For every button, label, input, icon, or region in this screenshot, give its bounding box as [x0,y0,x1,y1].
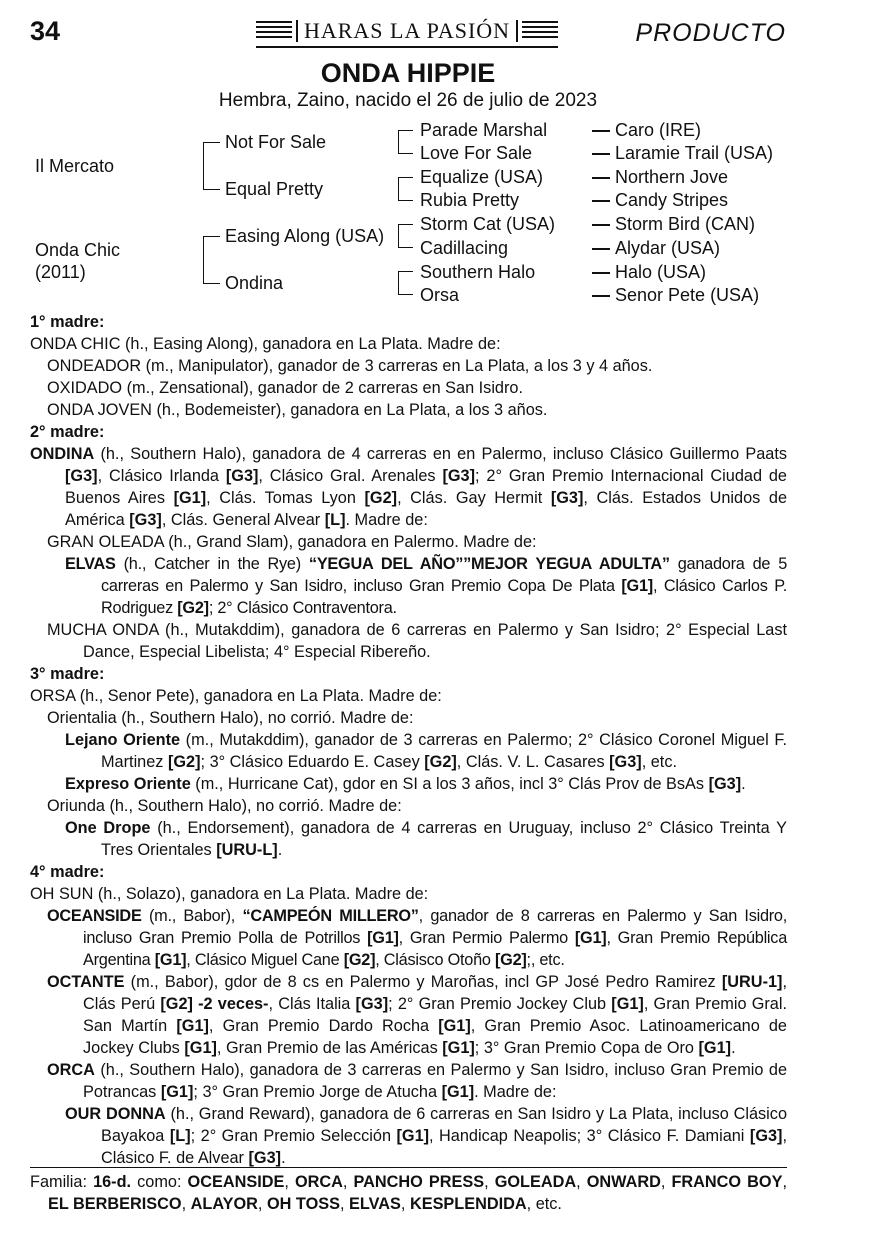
pedigree-gen4-item: Candy Stripes [615,190,729,210]
pedigree-gen3-item: Southern Halo [420,262,536,282]
logo-bars-left [256,21,292,41]
offspring-entry: Oriunda (h., Southern Halo), no corrió. Madre de: [47,797,402,815]
offspring-entry: OCTANTE (m., Babor), gdor de 8 cs en Palermo y Maroñas, incl GP José Pedro Ramirez [URU-1], Clás Perú [G2] -2 veces-, Clás Italia [G3]; 2° Gran Premio Jockey Club [G1], Gran Premio Gral. San Martín [G1], Gran Premio Dardo Rocha [G1], Gran Premio Asoc. Latinoamericano de Jockey Clubs [G1], Gran Premio de las Américas [G1]; 3° Gran Premio Copa de Oro [G1]. [47,973,787,1057]
offspring-entry: One Drope (h., Endorsement), ganadora de 4 carreras en Uruguay, incluso 2° Clásico Treinta Y Tres Orientales [URU-L]. [65,819,787,859]
offspring-entry: ELVAS (h., Catcher in the Rye) “YEGUA DEL AÑO””MEJOR YEGUA ADULTA” ganadora de 5 carreras en Palermo y San Isidro, incluso Gran Premio Copa De Plata [G1], Clásico Carlos P. Rodriguez [G2]; 2° Clásico Contraventora. [65,555,787,617]
logo-underline [256,46,558,48]
family-horse: EL BERBERISCO [48,1195,182,1213]
pedigree-gen3-item: Orsa [420,285,460,305]
family-label: Familia: [30,1173,94,1191]
section-label: PRODUCTO [635,19,786,47]
family-line: Familia: 16-d. como: OCEANSIDE, ORCA, PANCHO PRESS, GOLEADA, ONWARD, FRANCO BOY, EL BERBERISCO, ALAYOR, OH TOSS, ELVAS, KESPLENDIDA, etc. [30,1167,787,1215]
brand-logo [256,16,558,48]
dam-entry: ORSA (h., Senor Pete), ganadora en La Plata. Madre de: [30,687,442,705]
horse-name: ONDA HIPPIE [320,58,496,88]
offspring-entry: MUCHA ONDA (h., Mutakddim), ganadora de 6 carreras en Palermo y San Isidro; 2° Especial Last Dance, Especial Libelista; 4° Especial Ribereño. [47,621,787,661]
pedigree-gen2-item: Easing Along (USA) [225,226,385,246]
pedigree-gen4-item: Caro (IRE) [615,120,702,140]
pedigree-dash [592,130,610,132]
dam-heading: 3° madre: [30,665,105,683]
family-horse: KESPLENDIDA [409,1195,527,1213]
pedigree-gen3-item: Equalize (USA) [420,167,544,187]
pedigree-dash [592,153,610,155]
pedigree-gen4-item: Laramie Trail (USA) [615,143,774,163]
offspring-entry: Lejano Oriente (m., Mutakddim), ganador de 3 carreras en Palermo; 2° Clásico Coronel Miguel F. Martinez [G2]; 3° Clásico Eduardo E. Casey [G2], Clás. V. L. Casares [G3], etc. [65,731,787,771]
dam-entry: OH SUN (h., Solazo), ganadora en La Plata. Madre de: [30,885,429,903]
pedigree-gen4-item: Storm Bird (CAN) [615,214,756,234]
offspring-entry: OUR DONNA (h., Grand Reward), ganadora de 6 carreras en San Isidro y La Plata, incluso Clásico Bayakoa [L]; 2° Gran Premio Selección [G1], Handicap Neapolis; 3° Clásico F. Damiani [G3], Clásico F. de Alvear [G3]. [65,1105,787,1167]
pedigree-gen2-item: Equal Pretty [225,179,324,199]
offspring-entry: OXIDADO (m., Zensational), ganador de 2 carreras en San Isidro. [47,379,523,397]
pedigree-gen4-item: Alydar (USA) [615,238,721,258]
offspring-entry: ORCA (h., Southern Halo), ganadora de 3 carreras en Palermo y San Isidro, incluso Gran Premio de Potrancas [G1]; 3° Gran Premio Jorge de Atucha [G1]. Madre de: [47,1061,787,1101]
pedigree-sire: Il Mercato [35,156,115,176]
brand-name: HARAS LA PASIÓN [303,18,511,43]
dam-entry: ONDINA (h., Southern Halo), ganadora de 4 carreras en en Palermo, incluso Clásico Guillermo Paats [G3], Clásico Irlanda [G3], Clásico Gral. Arenales [G3]; 2° Gran Premio Internacional Ciudad de Buenos Aires [G1], Clás. Tomas Lyon [G2], Clás. Gay Hermit [G3], Clás. Estados Unidos de América [G3], Clás. General Alvear [L]. Madre de: [30,445,787,529]
pedigree-bracket [203,142,220,190]
logo-bars-right [522,21,558,41]
page-number: 34 [30,16,61,46]
pedigree-gen3-item: Cadillacing [420,238,509,258]
pedigree-gen4-item: Senor Pete (USA) [615,285,760,305]
horse-info: Hembra, Zaino, nacido el 26 de julio de 2023 [218,90,598,111]
offspring-entry: ONDEADOR (m., Manipulator), ganador de 3 carreras en La Plata, a los 3 y 4 años. [47,357,653,375]
pedigree-gen4-item: Halo (USA) [615,262,707,282]
family-horse: OH TOSS [266,1195,340,1213]
logo-divider-left [296,20,298,42]
family-horse: OCEANSIDE [187,1173,285,1191]
pedigree-gen3-item: Rubia Pretty [420,190,520,210]
offspring-entry: Orientalia (h., Southern Halo), no corrió. Madre de: [47,709,414,727]
family-horse: GOLEADA [494,1173,577,1191]
dam-heading: 2° madre: [30,423,105,441]
logo-divider-right [516,20,518,42]
offspring-entry: ONDA JOVEN (h., Bodemeister), ganadora en La Plata, a los 3 años. [47,401,548,419]
pedigree-dash [592,200,610,202]
pedigree-gen2-item: Not For Sale [225,132,327,152]
offspring-entry: Expreso Oriente (m., Hurricane Cat), gdor en SI a los 3 años, incl 3° Clás Prov de BsAs [G3]. [65,775,746,793]
family-horse: ELVAS [349,1195,401,1213]
pedigree-dam: Onda Chic [35,240,121,260]
family-horse: PANCHO PRESS [353,1173,485,1191]
pedigree-dash [592,248,610,250]
pedigree-gen3-item: Parade Marshal [420,120,548,140]
pedigree-gen2-item: Ondina [225,273,284,293]
dam-entry: ONDA CHIC (h., Easing Along), ganadora en La Plata. Madre de: [30,335,501,353]
pedigree-bracket [398,130,413,154]
pedigree-dash [592,224,610,226]
pedigree-gen3-item: Storm Cat (USA) [420,214,556,234]
pedigree-dash [592,272,610,274]
pedigree-dash [592,295,610,297]
pedigree-bracket [398,224,413,248]
produce-record [30,311,787,1169]
family-horse: ONWARD [586,1173,661,1191]
family-number: 16-d. [93,1173,132,1191]
dam-heading: 1° madre: [30,313,105,331]
pedigree-bracket [398,271,413,295]
pedigree-dash [592,177,610,179]
family-horse: ALAYOR [190,1195,258,1213]
dam-heading: 4° madre: [30,863,105,881]
family-horse: FRANCO BOY [671,1173,783,1191]
pedigree-bracket [203,236,220,284]
offspring-entry: GRAN OLEADA (h., Grand Slam), ganadora en Palermo. Madre de: [47,533,537,551]
pedigree-dam-year: (2011) [35,262,86,282]
pedigree-bracket [398,177,413,201]
offspring-entry: OCEANSIDE (m., Babor), “CAMPEÓN MILLERO”, ganador de 8 carreras en Palermo y San Isidro, incluso Gran Premio Polla de Potrillos [G1], Gran Permio Palermo [G1], Gran Premio República Argentina [G1], Clásico Miguel Cane [G2], Clásisco Otoño [G2];, etc. [47,907,788,969]
pedigree-gen4-item: Northern Jove [615,167,729,187]
family-horse: ORCA [294,1173,343,1191]
pedigree-gen3-item: Love For Sale [420,143,533,163]
